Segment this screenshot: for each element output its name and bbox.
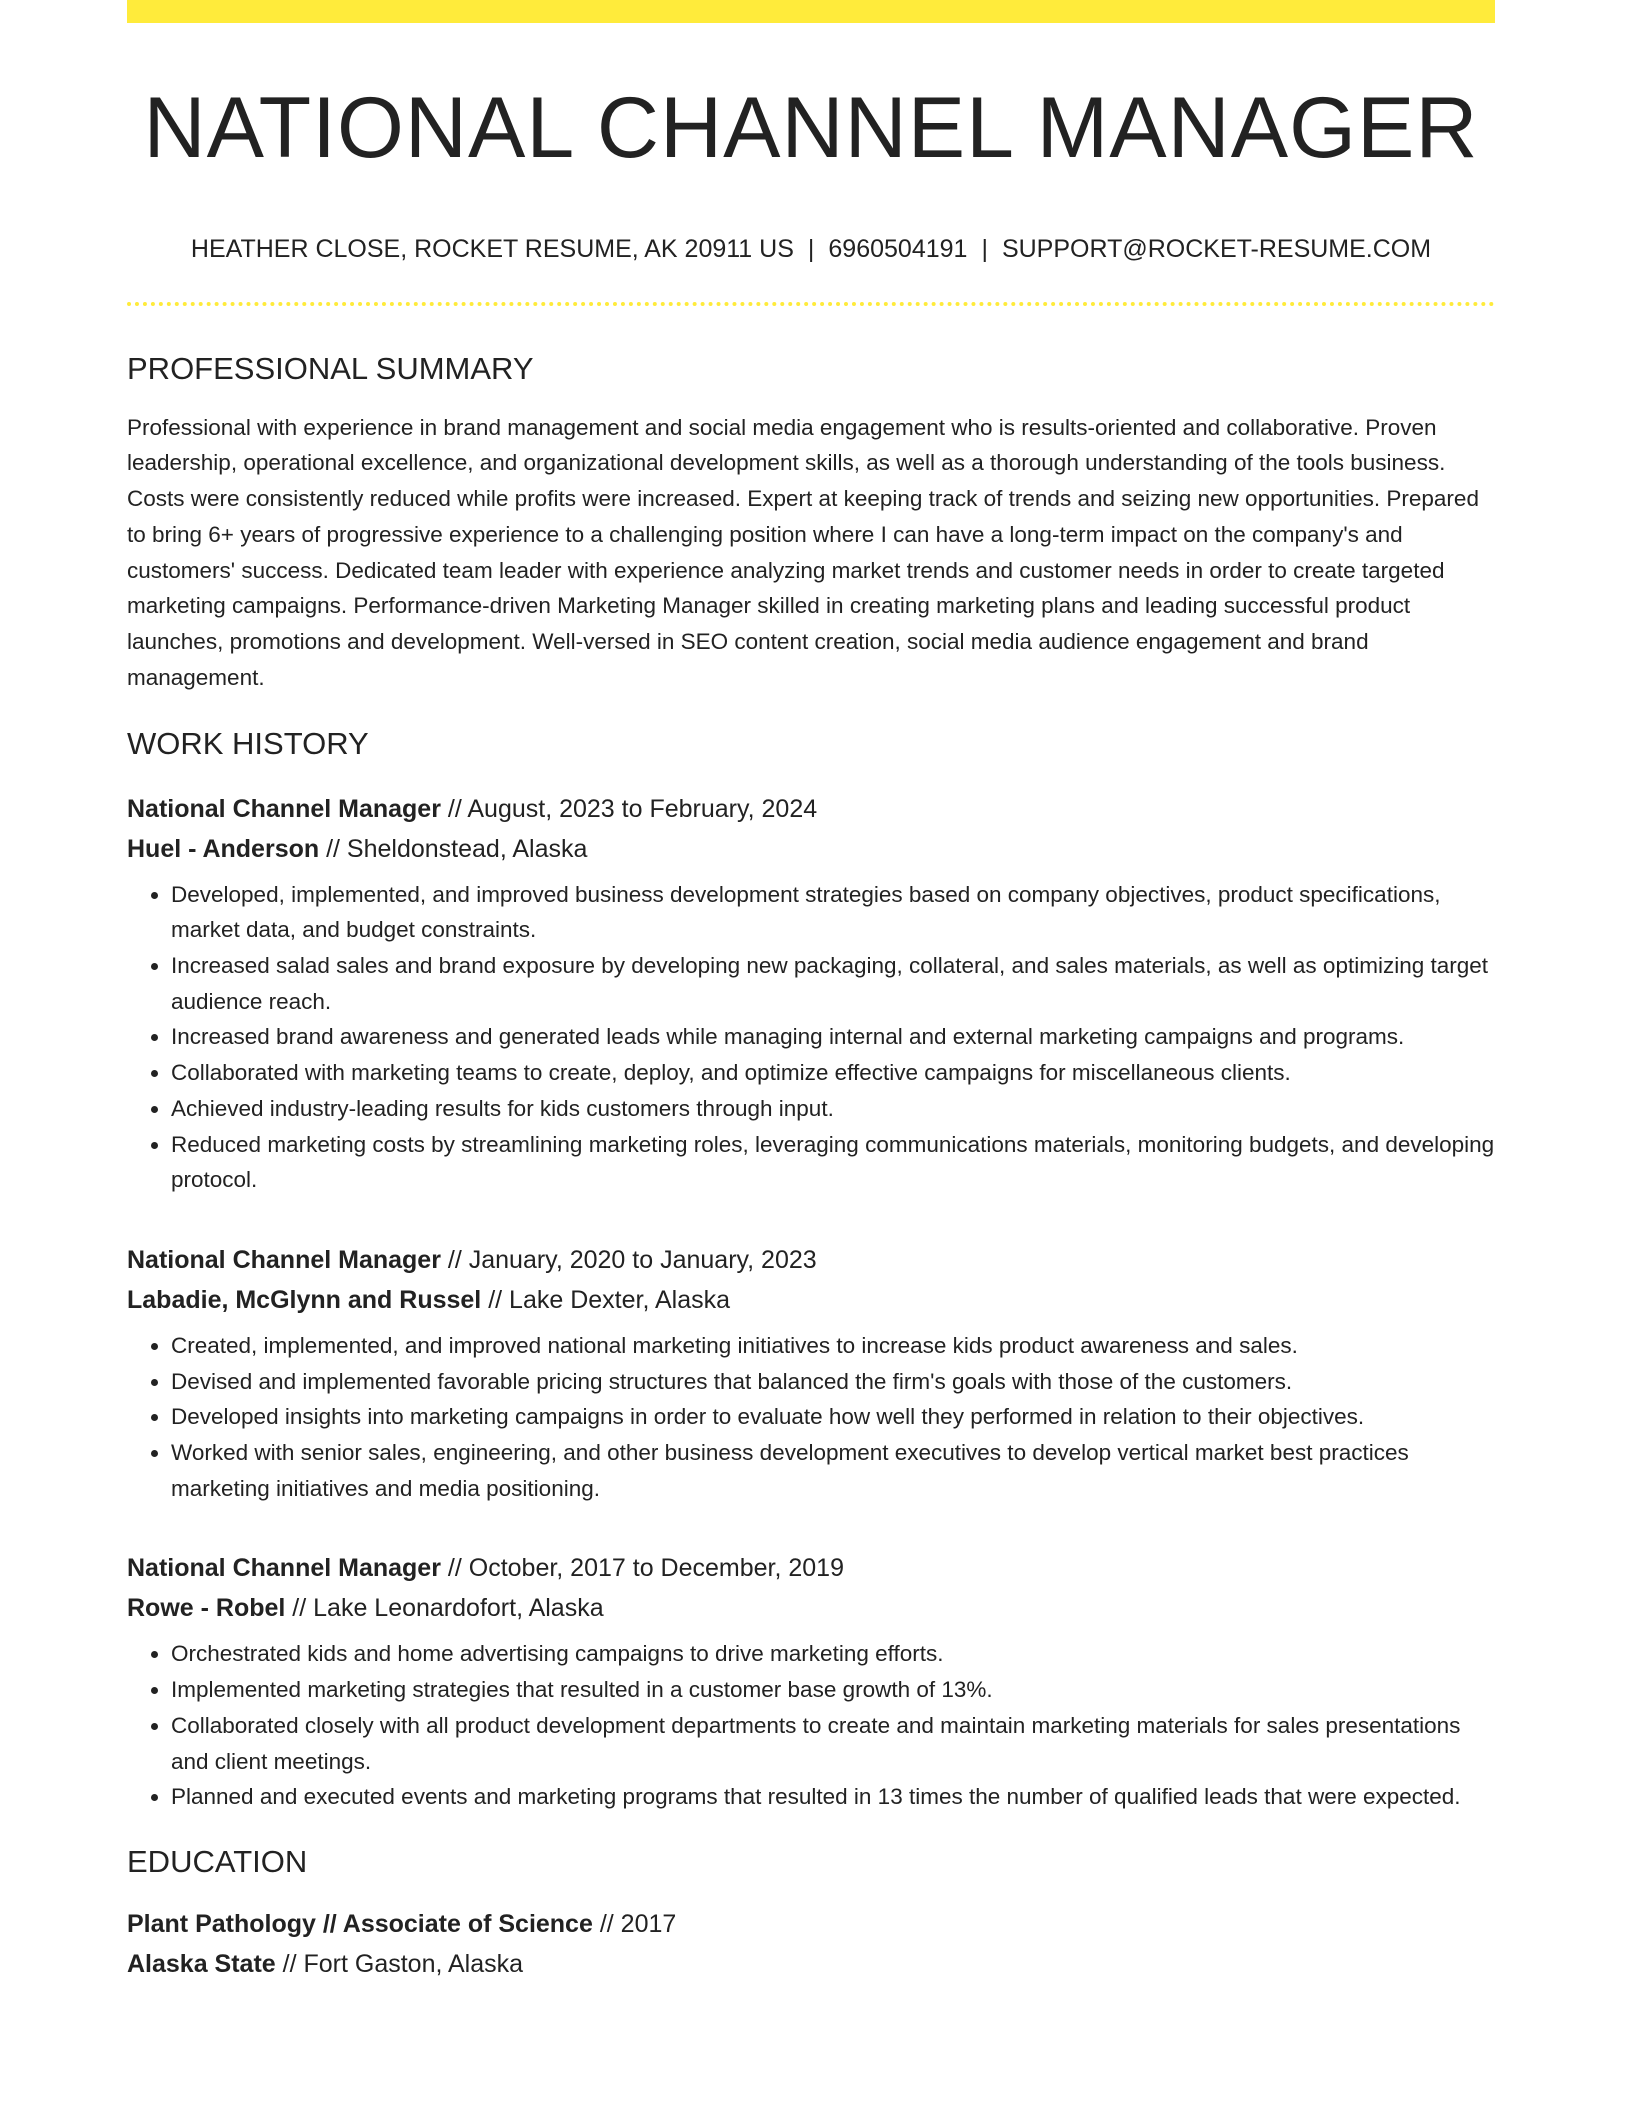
education-location: // Fort Gaston, Alaska — [282, 1950, 524, 1979]
education-heading: EDUCATION — [127, 1843, 308, 1879]
job-bullet: • Reduced marketing costs by streamlining marketing roles, leveraging communications materials, monitoring budgets, and developing protocol. — [171, 1127, 1495, 1198]
job-dates: // January, 2020 to January, 2023 — [447, 1245, 817, 1274]
education-year: // 2017 — [599, 1910, 677, 1939]
job-bullet: • Planned and executed events and marketing programs that resulted in 13 times the number of qualified leads that were expected. — [171, 1779, 1495, 1815]
job-entry — [127, 1240, 1495, 1507]
resume-title: NATIONAL CHANNEL MANAGER — [143, 80, 1479, 176]
job-entry — [127, 1548, 1495, 1815]
job-location: // Sheldonstead, Alaska — [326, 834, 588, 863]
contact-email: SUPPORT@ROCKET-RESUME.COM — [1001, 234, 1432, 263]
job-bullets — [127, 1636, 1495, 1815]
job-title-line — [127, 1240, 1495, 1280]
job-bullet: • Worked with senior sales, engineering, and other business development executives to develop vertical market best practices marketing initiatives and media positioning. — [171, 1435, 1495, 1506]
contact-separator: | — [807, 234, 815, 263]
job-company: Rowe - Robel — [127, 1594, 286, 1623]
job-bullets — [127, 877, 1495, 1198]
job-bullet: • Achieved industry-leading results for kids customers through input. — [171, 1091, 1495, 1127]
job-bullet: • Increased salad sales and brand exposure by developing new packaging, collateral, and sales materials, as well as optimizing target audience reach. — [171, 948, 1495, 1019]
job-location: // Lake Leonardofort, Alaska — [292, 1594, 604, 1623]
education-entry — [127, 1904, 1495, 1984]
top-accent-bar — [127, 0, 1495, 23]
job-bullet: • Orchestrated kids and home advertising campaigns to drive marketing efforts. — [171, 1636, 1495, 1672]
job-location: // Lake Dexter, Alaska — [488, 1285, 730, 1314]
contact-separator: | — [981, 234, 988, 263]
job-bullet: • Collaborated with marketing teams to create, deploy, and optimize effective campaigns for miscellaneous clients. — [171, 1055, 1495, 1091]
job-dates: // October, 2017 to December, 2019 — [447, 1554, 844, 1583]
job-bullets — [127, 1328, 1495, 1507]
summary-text: Professional with experience in brand management and social media engagement who is results-oriented and collaborative. Proven leadership, operational excellence, and organizational development skills, as well as a thorough understanding of the tools business. Costs were consistently reduced while profits were increased. Expert at keeping track of trends and seizing new opportunities. Prepared to bring 6+ years of progressive experience to a challenging position where I can have a long-term impact on the company's and customers' success. Dedicated team leader with experience analyzing market trends and customer needs in order to create targeted marketing campaigns. Performance-driven Marketing Manager skilled in creating marketing plans and leading successful product launches, promotions and development. Well-versed in SEO content creation, social media audience engagement and brand management. — [127, 414, 1479, 690]
job-company: Labadie, McGlynn and Russel — [127, 1285, 482, 1314]
education-school-line — [127, 1944, 1495, 1984]
work-history-heading: WORK HISTORY — [127, 726, 369, 762]
job-dates: // August, 2023 to February, 2024 — [447, 794, 818, 823]
job-bullet: • Increased brand awareness and generated leads while managing internal and external marketing campaigns and programs. — [171, 1019, 1495, 1055]
job-entry — [127, 789, 1495, 1198]
job-title: National Channel Manager — [127, 1245, 441, 1274]
job-title-line — [127, 1548, 1495, 1588]
job-title: National Channel Manager — [127, 1554, 441, 1583]
contact-line — [127, 234, 1495, 264]
contact-address: HEATHER CLOSE, ROCKET RESUME, AK 20911 US — [190, 234, 794, 263]
summary-heading: PROFESSIONAL SUMMARY — [127, 350, 534, 386]
job-bullet: • Created, implemented, and improved national marketing initiatives to increase kids product awareness and sales. — [171, 1328, 1495, 1364]
contact-phone: 6960504191 — [828, 234, 968, 263]
header-divider — [127, 302, 1495, 306]
education-school: Alaska State — [127, 1950, 276, 1979]
job-title: National Channel Manager — [127, 794, 441, 823]
job-bullet: • Implemented marketing strategies that resulted in a customer base growth of 13%. — [171, 1672, 1495, 1708]
job-bullet: • Devised and implemented favorable pricing structures that balanced the firm's goals with those of the customers. — [171, 1364, 1495, 1400]
job-company: Huel - Anderson — [127, 834, 320, 863]
job-title-line — [127, 789, 1495, 829]
resume-page — [127, 0, 1495, 1984]
job-company-line — [127, 1280, 1495, 1320]
education-degree-line — [127, 1904, 1495, 1944]
education-degree: Plant Pathology // Associate of Science — [127, 1910, 593, 1939]
job-bullet: • Developed, implemented, and improved business development strategies based on company objectives, product specifications, market data, and budget constraints. — [171, 877, 1495, 948]
job-bullet: • Collaborated closely with all product development departments to create and maintain marketing materials for sales presentations and client meetings. — [171, 1708, 1495, 1779]
job-bullet: • Developed insights into marketing campaigns in order to evaluate how well they performed in relation to their objectives. — [171, 1399, 1495, 1435]
job-company-line — [127, 829, 1495, 869]
job-company-line — [127, 1588, 1495, 1628]
